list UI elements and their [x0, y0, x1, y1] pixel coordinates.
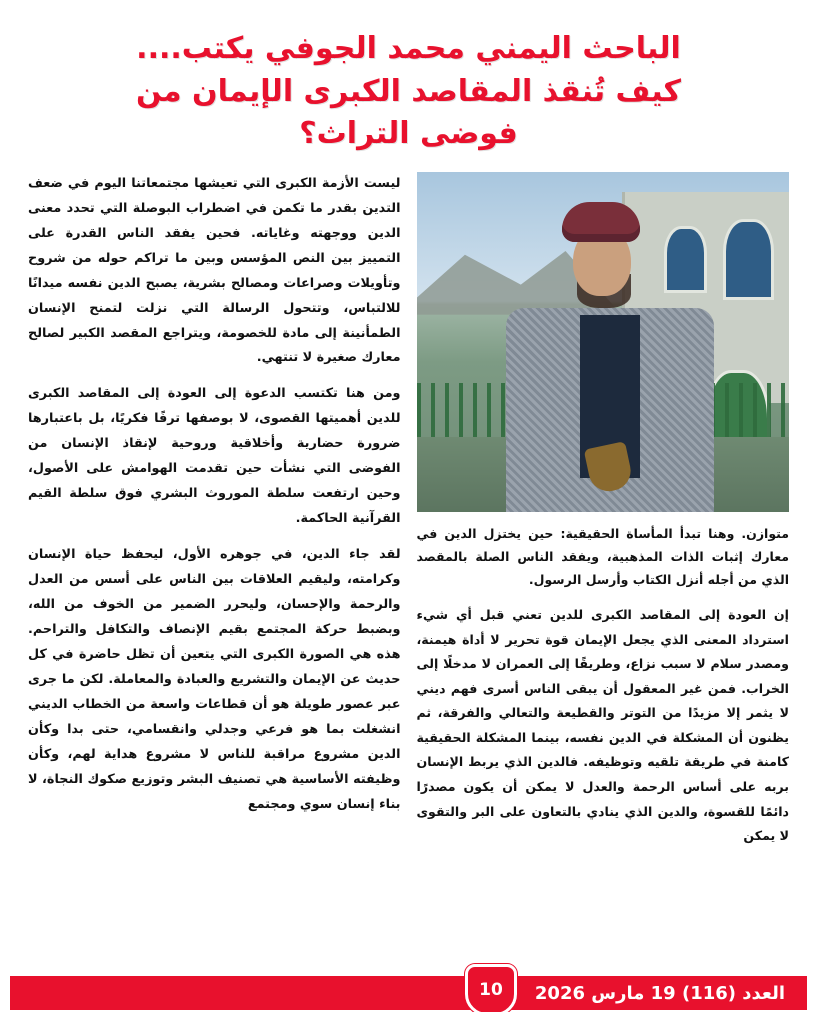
- article-body: [0, 166, 817, 1024]
- headline-line-3: فوضى التراث؟: [299, 116, 518, 152]
- photo-window: [723, 219, 774, 300]
- paragraph: إن العودة إلى المقاصد الكبرى للدين تعني قبل أي شيء استرداد المعنى الذي يجعل الإيمان قوة تحرير لا أداة هيمنة، ومصدر سلام لا سبب نزاع، وطريقًا إلى العمران لا مدخلًا إلى الخراب. فمن غير المعقول أن يبقى الناس أسرى فهم ديني لا يثمر إلا مزيدًا من التوتر والقطيعة والتعالي والفرقة، ثم يظنون أن المشكلة في الدين نفسه، بينما المشكلة الحقيقية كامنة في طريقة تلقيه وتوظيفه. فالدين الذي يربط الإنسان بربه على أساس الرحمة والعدل لا يمكن أن يكون مصدرًا دائمًا للقسوة، والدين الذي ينادي بالتعاون على البر والتقوى لا يمكن: [416, 607, 789, 844]
- article-headline: [40, 28, 777, 156]
- page-margin-right: [807, 0, 817, 1024]
- text-column-right: [24, 172, 401, 1024]
- issue-label: العدد (116) 19 مارس 2026: [534, 982, 785, 1004]
- paragraph: ليست الأزمة الكبرى التي تعيشها مجتمعاتنا اليوم في ضعف التدين بقدر ما تكمن في اضطراب البوصلة التي تحدد معنى الدين ووجهته وغاياته. فحين يفقد الناس القدرة على التمييز بين النص المؤسس وبين ما تراكم حوله من شروح وتأويلات وصراعات ومصالح بشرية، يصبح الدين نفسه ميدانًا للالتباس، وتتحول الرسالة التي نزلت لتمنح الإنسان الطمأنينة إلى مادة للخصومة، ويتراجع المقصد الكبير لصالح معارك صغيرة لا تنتهي.: [28, 175, 401, 366]
- photo-caption-paragraph: متوازن. وهنا تبدأ المأساة الحقيقية: حين يختزل الدين في معارك إثبات الذات المذهبية، ويفقد الناس الصلة بالمقصد الذي من أجله أنزل الكتاب وأرسل الرسول.: [416, 525, 789, 588]
- text-column-left: [417, 172, 794, 1024]
- page-number-badge: 10: [465, 964, 517, 1016]
- headline-block: [0, 0, 817, 166]
- paragraph: ومن هنا تكتسب الدعوة إلى العودة إلى المقاصد الكبرى للدين أهميتها القصوى، لا بوصفها ترفًا فكريًا، بل باعتبارها ضرورة حضارية وأخلاقية وروحية لإنقاذ الإنسان من الفوضى التي نشأت حين تقدمت الهوامش على الأصول، وحين ارتفعت سلطة الموروث البشري فوق سلطة القيم القرآنية الحاكمة.: [28, 386, 401, 527]
- headline-line-1: الباحث اليمني محمد الجوفي يكتب....: [136, 31, 681, 66]
- footer-bottom-margin: [10, 1012, 807, 1024]
- article-photo: [417, 172, 790, 512]
- page-footer: [10, 976, 807, 1010]
- headline-line-2: كيف تُنقذ المقاصد الكبرى الإيمان من: [136, 73, 681, 109]
- page-margin-left: [0, 0, 10, 1024]
- photo-window: [664, 226, 707, 293]
- photo-person-turban: [562, 202, 640, 242]
- paragraph: لقد جاء الدين، في جوهره الأول، ليحفظ حياة الإنسان وكرامته، وليقيم العلاقات بين الناس على أسس من العدل والرحمة والإحسان، وليحرر الضمير من الخوف من الله، وبضبط حركة المجتمع بقيم الإنصاف والتكافل والتراحم. هذه هي الصورة الكبرى التي يتعين أن تظل حاضرة في كل حديث عن الإيمان والتشريع والعبادة والمعاملة. لكن ما جرى عبر عصور طويلة هو أن قطاعات واسعة من الخطاب الديني انشغلت بما هو فرعي وجدلي وانقسامي، حتى بدا وكأن الدين مشروع مراقبة للناس لا مشروع هداية لهم، وكأن وظيفته الأساسية هي تصنيف البشر وتوزيع صكوك النجاة، لا بناء إنسان سوي ومجتمع: [28, 547, 401, 812]
